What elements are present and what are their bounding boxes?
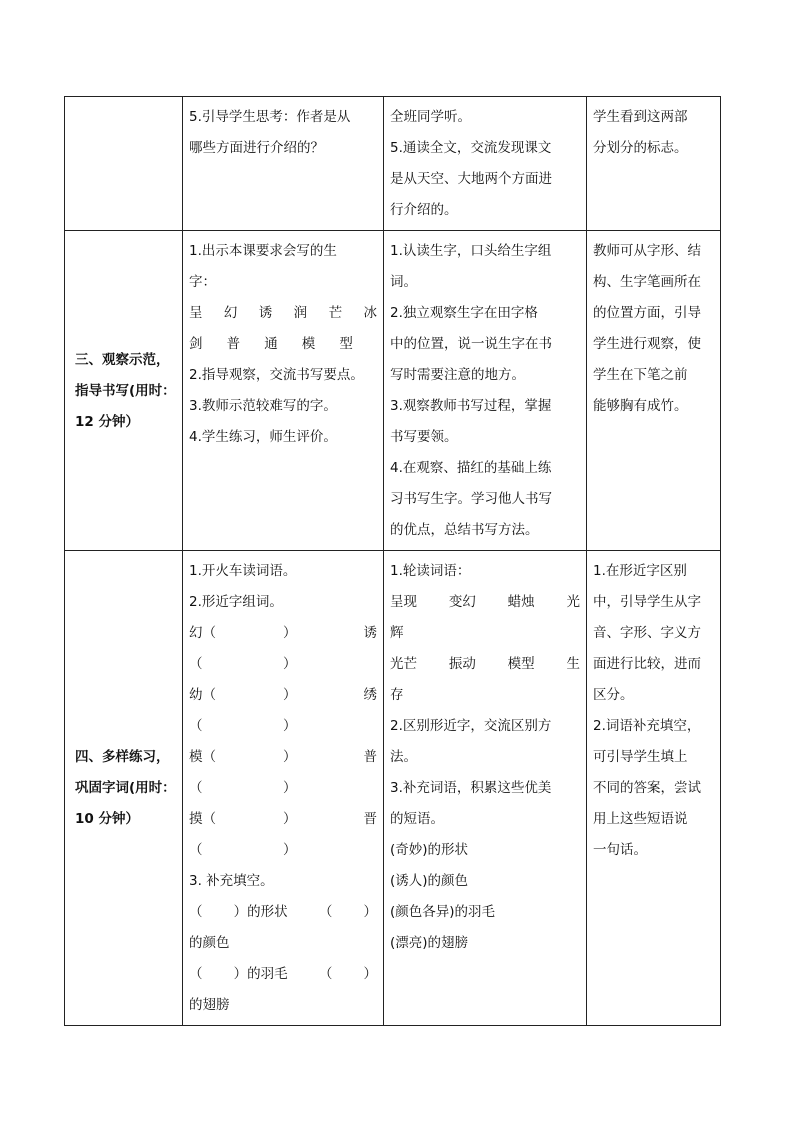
text-line: 书写要领。 bbox=[390, 429, 458, 445]
text-line: 行介绍的。 bbox=[390, 202, 458, 218]
text-token: 光芒 bbox=[390, 656, 417, 672]
text-line: 面进行比较，进而 bbox=[593, 656, 701, 672]
stage-cell bbox=[65, 551, 183, 1026]
text-line: 辉 bbox=[390, 625, 404, 641]
lesson-plan-body bbox=[65, 97, 721, 1026]
spaced-text-line bbox=[189, 680, 377, 711]
spaced-text-line bbox=[189, 804, 377, 835]
text-line: 学生进行观察，使 bbox=[593, 336, 701, 352]
teacher-activity-cell bbox=[183, 231, 384, 551]
text-line: 是从天空、大地两个方面进 bbox=[390, 171, 552, 187]
text-token: ） bbox=[363, 966, 377, 982]
text-token: ） bbox=[283, 718, 297, 734]
text-token: 模型 bbox=[507, 656, 535, 672]
text-line: (颜色各异)的羽毛 bbox=[390, 904, 496, 920]
stage-title-line: 指导书写(用时： bbox=[75, 382, 176, 399]
text-line: 能够胸有成竹。 bbox=[593, 398, 688, 414]
text-line: 不同的答案，尝试 bbox=[593, 780, 701, 796]
text-token: 幻（ bbox=[189, 625, 216, 641]
stage-cell bbox=[65, 97, 183, 231]
text-line: 3.补充词语，积累这些优美 bbox=[390, 780, 552, 796]
spaced-text-line bbox=[189, 711, 377, 742]
text-line: (漂亮)的翅膀 bbox=[390, 935, 469, 951]
text-token: 幻 bbox=[223, 305, 238, 321]
text-line: 5.引导学生思考：作者是从 bbox=[189, 109, 351, 125]
student-activity-cell bbox=[384, 551, 587, 1026]
text-line: 4.学生练习，师生评价。 bbox=[189, 429, 337, 445]
text-line: 的翅膀 bbox=[189, 997, 230, 1013]
text-line: 2.形近字组词。 bbox=[189, 594, 283, 610]
text-line: 中，引导学生从字 bbox=[593, 594, 701, 610]
text-token: 绣 bbox=[363, 687, 377, 703]
text-token: 生 bbox=[566, 656, 580, 672]
text-line: 全班同学听。 bbox=[390, 109, 471, 125]
spaced-text-line bbox=[189, 773, 377, 804]
text-token: ） bbox=[283, 656, 297, 672]
text-line: 可引导学生填上 bbox=[593, 749, 688, 765]
text-line: 的短语。 bbox=[390, 811, 444, 827]
text-token: （ bbox=[318, 966, 333, 982]
text-line: 2.词语补充填空， bbox=[593, 718, 701, 734]
spaced-text-line bbox=[390, 587, 580, 618]
text-line: 3.教师示范较难写的字。 bbox=[189, 398, 337, 414]
text-token: ） bbox=[283, 811, 297, 827]
text-line: 的颜色 bbox=[189, 935, 230, 951]
text-token: 光 bbox=[566, 594, 580, 610]
text-token: 通 bbox=[264, 336, 278, 352]
text-line: 字： bbox=[189, 274, 216, 290]
text-token: 润 bbox=[293, 305, 308, 321]
teacher-activity-cell bbox=[183, 551, 384, 1026]
text-token: 普 bbox=[226, 336, 241, 352]
text-token: 普 bbox=[363, 749, 377, 765]
text-token: （ bbox=[189, 966, 203, 982]
text-line: 词。 bbox=[390, 274, 417, 290]
design-intent-cell bbox=[587, 97, 721, 231]
text-line: (奇妙)的形状 bbox=[390, 842, 469, 858]
text-token: ） bbox=[283, 687, 297, 703]
text-line: 写时需要注意的地方。 bbox=[390, 367, 525, 383]
text-line: 的优点，总结书写方法。 bbox=[390, 522, 539, 538]
spaced-text-line bbox=[390, 649, 580, 680]
text-token: 诱 bbox=[258, 305, 273, 321]
text-token: （ bbox=[318, 904, 333, 920]
text-token: 振动 bbox=[448, 656, 476, 672]
text-token: ）的形状 bbox=[233, 904, 288, 920]
table-row bbox=[65, 231, 721, 551]
text-line: 1.在形近字区别 bbox=[593, 563, 687, 579]
text-token: 蜡烛 bbox=[507, 594, 535, 610]
text-line: 1.开火车读词语。 bbox=[189, 563, 297, 579]
text-line: 1.出示本课要求会写的生 bbox=[189, 243, 337, 259]
text-line: 2.区别形近字，交流区别方 bbox=[390, 718, 552, 734]
text-token: 剑 bbox=[189, 336, 203, 352]
text-token: ） bbox=[363, 904, 377, 920]
design-intent-cell bbox=[587, 231, 721, 551]
text-token: ） bbox=[283, 625, 297, 641]
table-row bbox=[65, 97, 721, 231]
text-token: 型 bbox=[339, 336, 353, 352]
text-token: （ bbox=[189, 904, 203, 920]
text-line: 一句话。 bbox=[593, 842, 647, 858]
student-activity-cell bbox=[384, 231, 587, 551]
table-row bbox=[65, 551, 721, 1026]
text-line: 5.通读全文，交流发现课文 bbox=[390, 140, 552, 156]
text-line: 分划分的标志。 bbox=[593, 140, 688, 156]
text-line: 3.观察教师书写过程，掌握 bbox=[390, 398, 552, 414]
stage-title-line: 12 分钟） bbox=[75, 413, 139, 430]
text-token: （ bbox=[189, 780, 203, 796]
stage-title-line: 10 分钟） bbox=[75, 811, 139, 827]
text-token: （ bbox=[189, 842, 203, 858]
text-token: 晋 bbox=[363, 811, 377, 827]
text-token: 呈 bbox=[189, 305, 203, 321]
text-line: 用上这些短语说 bbox=[593, 811, 688, 827]
text-line: 法。 bbox=[390, 749, 417, 765]
text-token: ） bbox=[283, 842, 297, 858]
text-token: 幼（ bbox=[189, 687, 216, 703]
text-token: ）的羽毛 bbox=[233, 966, 288, 982]
text-token: 模 bbox=[301, 336, 316, 352]
text-line: 音、字形、字义方 bbox=[593, 625, 701, 641]
text-line: 哪些方面进行介绍的？ bbox=[189, 140, 324, 156]
spaced-text-line bbox=[189, 742, 377, 773]
stage-title-line: 巩固字词(用时： bbox=[75, 780, 176, 796]
text-token: 冰 bbox=[363, 305, 377, 321]
design-intent-cell bbox=[587, 551, 721, 1026]
text-token: 芒 bbox=[328, 305, 343, 321]
text-token: ） bbox=[283, 780, 297, 796]
text-line: 构、生字笔画所在 bbox=[593, 274, 701, 290]
spaced-text-line bbox=[189, 959, 377, 990]
text-line: 区分。 bbox=[593, 687, 634, 703]
text-line: 2.指导观察，交流书写要点。 bbox=[189, 367, 364, 383]
spaced-text-line bbox=[189, 649, 377, 680]
spaced-text-line bbox=[189, 618, 377, 649]
spaced-text-line bbox=[189, 897, 377, 928]
text-token: 诱 bbox=[363, 625, 377, 641]
text-line: 教师可从字形、结 bbox=[593, 243, 701, 259]
text-line: 3. 补充填空。 bbox=[189, 873, 274, 889]
stage-title-line: 四、多样练习， bbox=[75, 749, 170, 765]
spaced-text-line bbox=[189, 298, 377, 329]
text-line: 1.轮读词语： bbox=[390, 563, 471, 579]
text-line: 学生看到这两部 bbox=[593, 109, 688, 125]
text-line: 中的位置，说一说生字在书 bbox=[390, 336, 552, 352]
lesson-plan-table bbox=[64, 96, 721, 1026]
text-line: 1.认读生字，口头给生字组 bbox=[390, 243, 552, 259]
text-token: 模（ bbox=[189, 749, 216, 765]
text-line: 2.独立观察生字在田字格 bbox=[390, 305, 538, 321]
spaced-text-line bbox=[189, 329, 377, 360]
stage-cell bbox=[65, 231, 183, 551]
text-token: （ bbox=[189, 718, 203, 734]
text-line: (诱人)的颜色 bbox=[390, 873, 469, 889]
text-line: 习书写生字。学习他人书写 bbox=[390, 491, 552, 507]
spaced-text-line bbox=[189, 835, 377, 866]
stage-title-line: 三、观察示范， bbox=[75, 351, 170, 368]
teacher-activity-cell bbox=[183, 97, 384, 231]
text-token: 呈现 bbox=[390, 594, 417, 610]
text-token: 变幻 bbox=[448, 594, 476, 610]
text-token: （ bbox=[189, 656, 203, 672]
text-line: 4.在观察、描红的基础上练 bbox=[390, 460, 552, 476]
student-activity-cell bbox=[384, 97, 587, 231]
text-line: 学生在下笔之前 bbox=[593, 367, 688, 383]
text-line: 存 bbox=[390, 687, 404, 703]
text-line: 的位置方面，引导 bbox=[593, 305, 701, 321]
text-token: ） bbox=[283, 749, 297, 765]
text-token: 摸（ bbox=[189, 811, 216, 827]
